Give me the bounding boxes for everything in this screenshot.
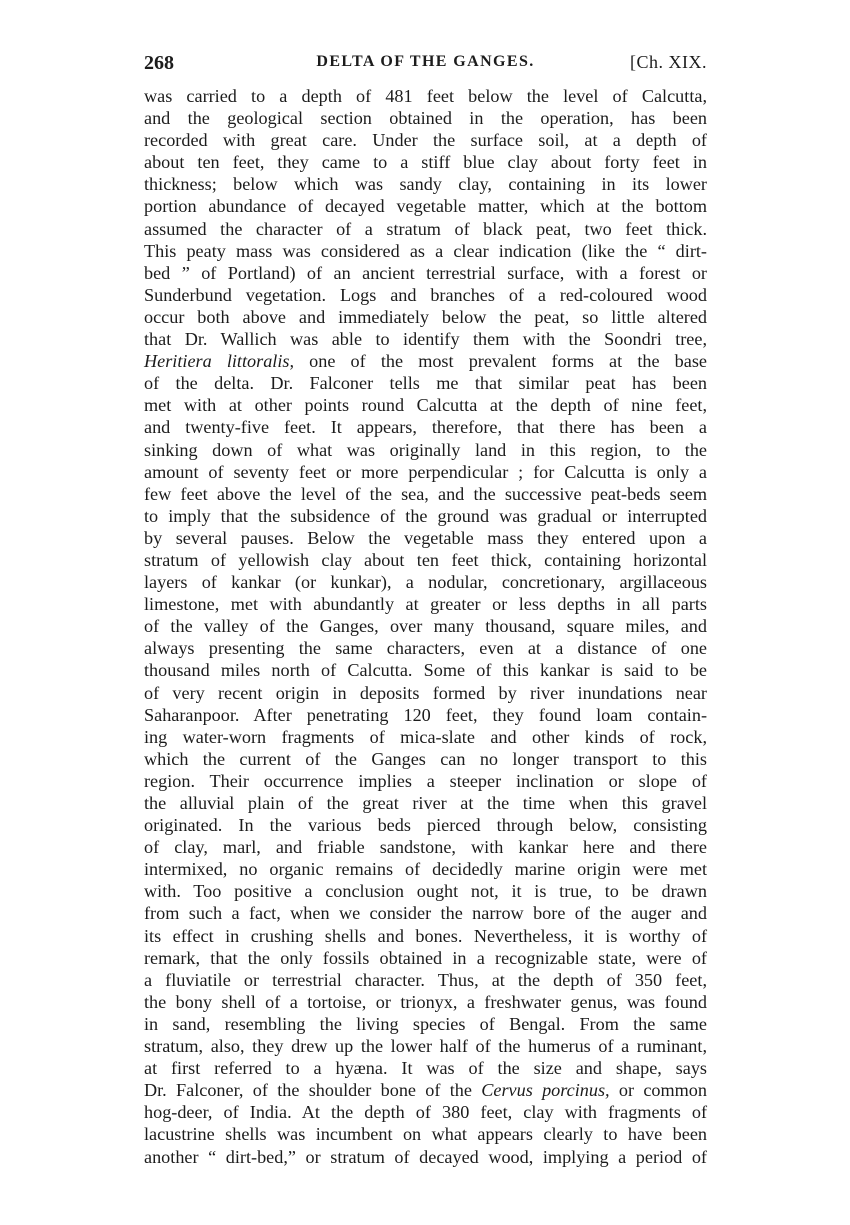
line-text: with. Too positive a conclusion ought not, it is true, to be drawn: [144, 881, 707, 902]
line-text: limestone, met with abundantly at greater or less depths in all parts: [144, 594, 707, 615]
line-text: from such a fact, when we consider the narrow bore of the auger and: [144, 903, 707, 924]
text-line: [144, 461, 707, 483]
line-text: region. Their occurrence implies a steeper inclination or slope of: [144, 770, 707, 791]
line-text: intermixed, no organic remains of decidedly marine origin were met: [144, 859, 707, 880]
text-line: [144, 416, 707, 438]
line-text: of the delta. Dr. Falconer tells me that similar peat has been: [144, 373, 707, 394]
line-text: or common: [609, 1080, 707, 1101]
chapter-reference: [Ch. XIX.: [630, 52, 707, 72]
text-line: [144, 505, 707, 527]
line-text: its effect in crushing shells and bones. Nevertheless, it is worthy of: [144, 925, 707, 946]
text-line: [144, 218, 707, 240]
text-line: [144, 306, 707, 328]
text-line: [144, 483, 707, 505]
text-line: [144, 195, 707, 217]
line-text: of clay, marl, and friable sandstone, with kankar here and there: [144, 837, 707, 858]
line-text: and the geological section obtained in the operation, has been: [144, 108, 707, 129]
line-text: thickness; below which was sandy clay, containing in its lower: [144, 174, 707, 195]
line-text: about ten feet, they came to a stiff blue clay about forty feet in: [144, 152, 707, 173]
text-line: [144, 439, 707, 461]
text-line: [144, 880, 707, 902]
text-line: [144, 1079, 707, 1101]
line-text: and twenty-five feet. It appears, therefore, that there has been a: [144, 417, 707, 438]
body-text: [144, 85, 707, 1168]
line-text: at first referred to a hyæna. It was of the size and shape, says: [144, 1058, 707, 1079]
text-line: [144, 1057, 707, 1079]
line-text: Dr. Falconer, of the shoulder bone of the: [144, 1080, 482, 1101]
line-text: the bony shell of a tortoise, or trionyx, a freshwater genus, was found: [144, 991, 707, 1012]
text-line: [144, 637, 707, 659]
line-text: ing water-worn fragments of mica-slate and other kinds of rock,: [144, 726, 707, 747]
line-text: amount of seventy feet or more perpendicular ; for Calcutta is only a: [144, 461, 707, 482]
line-text: few feet above the level of the sea, and the successive peat-beds seem: [144, 483, 707, 504]
text-line: [144, 682, 707, 704]
text-line: [144, 284, 707, 306]
text-line: [144, 1101, 707, 1123]
line-text: which the current of the Ganges can no longer transport to this: [144, 748, 707, 769]
line-text: remark, that the only fossils obtained in a recognizable state, were of: [144, 947, 707, 968]
text-line: [144, 394, 707, 416]
line-text: sinking down of what was originally land in this region, to the: [144, 439, 707, 460]
italic-term: Heritiera littoralis,: [144, 351, 295, 372]
line-text: met with at other points round Calcutta at the depth of nine feet,: [144, 395, 707, 416]
line-text: hog-deer, of India. At the depth of 380 feet, clay with fragments of: [144, 1102, 707, 1123]
line-text: was carried to a depth of 481 feet below the level of Calcutta,: [144, 86, 707, 106]
text-line: [144, 571, 707, 593]
line-text: always presenting the same characters, even at a distance of one: [144, 638, 707, 659]
text-line: [144, 902, 707, 924]
line-text: that Dr. Wallich was able to identify them with the Soondri tree,: [144, 329, 707, 350]
running-head: [144, 52, 707, 80]
line-text: bed ” of Portland) of an ancient terrestrial surface, with a forest or: [144, 262, 707, 283]
line-text: thousand miles north of Calcutta. Some of this kankar is said to be: [144, 660, 707, 681]
line-text: occur both above and immediately below the peat, so little altered: [144, 306, 707, 327]
line-text: in sand, resembling the living species of Bengal. From the same: [144, 1013, 707, 1034]
text-line: [144, 947, 707, 969]
line-text: another “ dirt-bed,” or stratum of decayed wood, implying a period of: [144, 1146, 707, 1167]
text-line: [144, 593, 707, 615]
text-line: [144, 240, 707, 262]
text-line: [144, 726, 707, 748]
running-title: DELTA OF THE GANGES.: [316, 53, 535, 70]
text-line: [144, 969, 707, 991]
text-line: [144, 1013, 707, 1035]
text-line: [144, 372, 707, 394]
text-line: [144, 107, 707, 129]
line-text: of the valley of the Ganges, over many thousand, square miles, and: [144, 616, 707, 637]
text-line: [144, 858, 707, 880]
line-text: stratum, also, they drew up the lower half of the humerus of a ruminant,: [144, 1036, 707, 1057]
line-text: recorded with great care. Under the surface soil, at a depth of: [144, 130, 707, 151]
text-line: [144, 748, 707, 770]
text-line: [144, 615, 707, 637]
line-text: the alluvial plain of the great river at the time when this gravel: [144, 793, 707, 813]
text-line: [144, 991, 707, 1013]
line-text: a fluviatile or terrestrial character. Thus, at the depth of 350 feet,: [144, 969, 707, 990]
text-line: [144, 659, 707, 681]
line-text: one of the most prevalent forms at the base: [294, 351, 707, 372]
page-number: 268: [144, 52, 174, 74]
line-text: of very recent origin in deposits formed by river inundations near: [144, 682, 707, 703]
text-line: [144, 262, 707, 284]
line-text: to imply that the subsidence of the ground was gradual or interrupted: [144, 505, 707, 526]
text-line: [144, 1123, 707, 1145]
line-text: assumed the character of a stratum of black peat, two feet thick.: [144, 218, 707, 239]
text-line: [144, 173, 707, 195]
text-line: [144, 549, 707, 571]
line-text: portion abundance of decayed vegetable matter, which at the bottom: [144, 196, 707, 217]
text-line: [144, 792, 707, 814]
line-text: lacustrine shells was incumbent on what appears clearly to have been: [144, 1124, 707, 1145]
line-text: Sunderbund vegetation. Logs and branches of a red-coloured wood: [144, 284, 707, 305]
line-text: Saharanpoor. After penetrating 120 feet, they found loam contain-: [144, 704, 707, 725]
text-line: [144, 151, 707, 173]
text-line: [144, 1035, 707, 1057]
text-line: [144, 527, 707, 549]
text-line: [144, 814, 707, 836]
text-line: [144, 350, 707, 372]
line-text: originated. In the various beds pierced through below, consisting: [144, 815, 707, 836]
text-line: [144, 925, 707, 947]
line-text: stratum of yellowish clay about ten feet thick, containing horizontal: [144, 549, 707, 570]
text-line: [144, 328, 707, 350]
italic-term: Cervus porcinus,: [481, 1080, 610, 1101]
line-text: layers of kankar (or kunkar), a nodular, concretionary, argillaceous: [144, 572, 707, 593]
line-text: This peaty mass was considered as a clear indication (like the “ dirt-: [144, 240, 707, 261]
text-line: [144, 85, 707, 107]
text-line: [144, 770, 707, 792]
line-text: by several pauses. Below the vegetable mass they entered upon a: [144, 527, 707, 548]
text-line: [144, 1146, 707, 1168]
text-line: [144, 836, 707, 858]
text-line: [144, 704, 707, 726]
text-line: [144, 129, 707, 151]
